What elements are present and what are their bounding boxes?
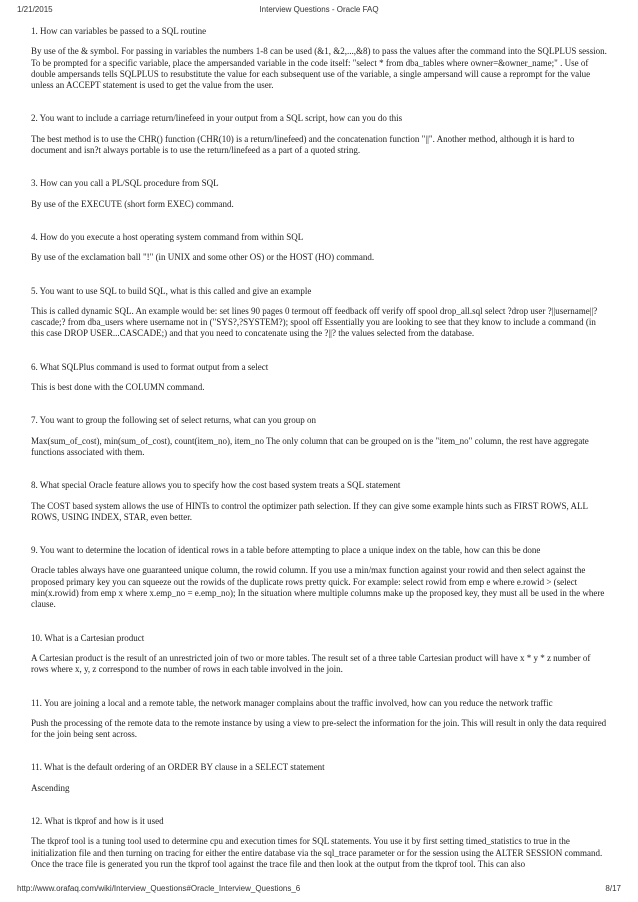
qa-item-13 <box>31 816 609 870</box>
question-6: 6. What SQLPlus command is used to format output from a select <box>31 361 269 372</box>
question-1: 1. How can variables be passed to a SQL routine <box>31 26 207 36</box>
qa-item-1 <box>31 26 609 91</box>
page-number: 8/17 <box>605 884 621 893</box>
source-url: http://www.orafaq.com/wiki/Interview_Questions#Oracle_Interview_Questions_6 <box>17 884 301 893</box>
answer-8: The COST based system allows the use of HINTs to control the optimizer path selection. If they can give some example hints such as FIRST ROWS, ALL ROWS, USING INDEX, STAR, even better. <box>31 500 588 522</box>
question-12: 11. What is the default ordering of an ORDER BY clause in a SELECT statement <box>31 762 325 773</box>
page-title: Interview Questions - Oracle FAQ <box>259 5 379 14</box>
answer-11: Push the processing of the remote data to the remote instance by using a view to pre-select the information for the join. This will result in only the data required for the join being sent across. <box>31 717 607 740</box>
qa-item-9 <box>31 545 609 610</box>
answer-10: A Cartesian product is the result of an unrestricted join of two or more tables. The result set of a three table Cartesian product will have x * y * z number of rows where x, y, z correspond to the number of rows in each table involved in the join. <box>31 652 591 675</box>
question-7: 7. You want to group the following set of select returns, what can you group on <box>31 415 316 426</box>
qa-item-12 <box>31 762 609 794</box>
question-3: 3. How can you call a PL/SQL procedure from SQL <box>31 178 219 189</box>
question-9: 9. You want to determine the location of identical rows in a table before attempting to place a unique index on the table, how can this be done <box>31 545 541 556</box>
question-2: 2. You want to include a carriage return/linefeed in your output from a SQL script, how can you do this <box>31 113 403 124</box>
qa-item-7 <box>31 415 609 458</box>
print-date: 1/21/2015 <box>17 5 53 14</box>
answer-3: By use of the EXECUTE (short form EXEC) command. <box>31 198 234 209</box>
qa-item-11 <box>31 698 609 741</box>
answer-2: The best method is to use the CHR() function (CHR(10) is a return/linefeed) and the concatenation function "||". Another method, although it is hard to document and isn?t always portable is to use the return/linefeed as a part of a quoted string. <box>31 133 575 156</box>
answer-12: Ascending <box>31 782 70 793</box>
document-body <box>31 26 609 880</box>
qa-item-4 <box>31 232 609 264</box>
question-13: 12. What is tkprof and how is it used <box>31 815 164 826</box>
qa-item-8 <box>31 480 609 523</box>
answer-13: The tkprof tool is a tuning tool used to determine cpu and execution times for SQL statements. You use it by first setting timed_statistics to true in the initialization file and then turning on tracing for either the entire database via the sql_trace parameter or for the session using the ALTER SESSION command. Once the trace file is generated you run the tkprof tool against the trace file and then look at the output from the tkprof tool. This can also <box>31 836 603 869</box>
answer-6: This is best done with the COLUMN command. <box>31 382 205 393</box>
answer-1: By use of the & symbol. For passing in variables the numbers 1-8 can be used (&1, &2,...,&8) to pass the values after the command into the SQLPLUS session. To be prompted for a specific variable, place the ampersanded variable in the code itself: "select * from dba_tables where owner=&owner_name;" . Use of double ampersands tells SQLPLUS to resubstitute the value for each subsequent use of the variable, a single ampersand will cause a reprompt for the value unless an ACCEPT statement is used to get the value from the user. <box>31 46 607 91</box>
page-footer <box>17 884 621 896</box>
answer-5: This is called dynamic SQL. An example would be: set lines 90 pages 0 termout off feedback off verify off spool drop_all.sql select ?drop user ?||username||? cascade;? from dba_users where username not in ("SYS?,?SYSTEM?); spool off Essentially you are looking to see that they know to include a command (in this case DROP USER...CASCADE;) and that you need to concatenate using the ?||? the values selected from the database. <box>31 305 598 339</box>
answer-7: Max(sum_of_cost), min(sum_of_cost), count(item_no), item_no The only column that can be grouped on is the "item_no" column, the rest have aggregate functions associated with them. <box>31 435 589 457</box>
answer-4: By use of the exclamation ball "!" (in UNIX and some other OS) or the HOST (HO) command. <box>31 252 375 263</box>
qa-item-10 <box>31 633 609 676</box>
question-5: 5. You want to use SQL to build SQL, what is this called and give an example <box>31 285 312 296</box>
page-header <box>17 5 621 17</box>
qa-item-2 <box>31 113 609 156</box>
question-8: 8. What special Oracle feature allows you to specify how the cost based system treats a SQL statement <box>31 480 401 491</box>
question-11: 11. You are joining a local and a remote table, the network manager complains about the traffic involved, how can you reduce the network traffic <box>31 697 553 708</box>
qa-item-3 <box>31 178 609 210</box>
question-10: 10. What is a Cartesian product <box>31 632 145 643</box>
qa-item-5 <box>31 286 609 340</box>
qa-item-6 <box>31 362 609 394</box>
question-4: 4. How do you execute a host operating system command from within SQL <box>31 231 304 242</box>
answer-9: Oracle tables always have one guaranteed unique column, the rowid column. If you use a min/max function against your rowid and then select against the proposed primary key you can squeeze out the rowids of the duplicate rows pretty quick. For example: select rowid from emp e where e.rowid > (select min(x.rowid) from emp x where x.emp_no = e.emp_no); In the situation where multiple columns make up the proposed key, they must all be used in the where clause. <box>31 565 605 610</box>
